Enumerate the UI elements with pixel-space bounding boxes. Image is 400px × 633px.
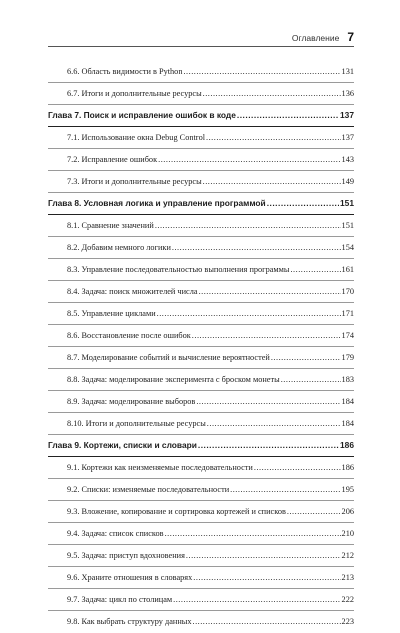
dot-leader [172, 242, 341, 253]
toc-section-entry [48, 281, 354, 303]
dot-leader [207, 418, 341, 429]
toc-section-entry [48, 325, 354, 347]
toc-section-entry [48, 303, 354, 325]
toc-section-entry [48, 347, 354, 369]
toc-entry-page: 186 [341, 463, 354, 472]
toc-section-entry [48, 171, 354, 193]
page-header [48, 30, 354, 52]
toc-entry-title: 7.3. Итоги и дополнительные ресурсы [67, 177, 202, 186]
toc-entry-page: 210 [341, 529, 354, 538]
toc-entry-page: 174 [341, 331, 354, 340]
toc-entry-line [48, 176, 354, 187]
toc-section-entry [48, 611, 354, 633]
toc-entry-page: 171 [341, 309, 354, 318]
toc-entry-title: 8.5. Управление циклами [67, 309, 156, 318]
dot-leader [183, 66, 340, 77]
toc-section-entry [48, 259, 354, 281]
dot-leader [196, 396, 340, 407]
toc-entry-page: 186 [340, 440, 354, 450]
toc-entry-line [48, 66, 354, 77]
dot-leader [237, 110, 339, 121]
toc-entry-line [48, 220, 354, 231]
toc-entry-title: 8.1. Сравнение значений [67, 221, 154, 230]
toc-entry-line [48, 396, 354, 407]
dot-leader [165, 528, 341, 539]
dot-leader [192, 330, 341, 341]
dot-leader [198, 440, 339, 451]
table-of-contents [48, 61, 354, 633]
dot-leader [254, 462, 341, 473]
dot-leader [287, 506, 341, 517]
toc-entry-line [48, 242, 354, 253]
dot-leader [230, 484, 340, 495]
toc-entry-title: 8.3. Управление последовательностью выполнения программы [67, 265, 290, 274]
toc-entry-title: 9.8. Как выбрать структуру данных [67, 617, 192, 626]
toc-entry-title: Глава 9. Кортежи, списки и словари [48, 440, 197, 450]
toc-entry-title: 8.7. Моделирование событий и вычисление вероятностей [67, 353, 270, 362]
toc-entry-page: 222 [341, 595, 354, 604]
toc-entry-page: 179 [341, 353, 354, 362]
toc-section-entry [48, 589, 354, 611]
toc-entry-title: 9.1. Кортежи как неизменяемые последовательности [67, 463, 253, 472]
toc-section-entry [48, 567, 354, 589]
toc-entry-title: 9.2. Списки: изменяемые последовательности [67, 485, 230, 494]
toc-section-entry [48, 237, 354, 259]
dot-leader [281, 374, 341, 385]
dot-leader [199, 286, 341, 297]
toc-section-entry [48, 127, 354, 149]
toc-entry-line [48, 594, 354, 605]
toc-entry-page: 151 [341, 221, 354, 230]
toc-entry-title: 8.8. Задача: моделирование эксперимента с броском монеты [67, 375, 280, 384]
toc-entry-line [48, 374, 354, 385]
toc-entry-line [48, 88, 354, 99]
toc-section-entry [48, 479, 354, 501]
toc-section-entry [48, 215, 354, 237]
toc-entry-title: 6.6. Область видимости в Python [67, 67, 183, 76]
toc-section-entry [48, 149, 354, 171]
toc-section-entry [48, 83, 354, 105]
toc-section-entry [48, 501, 354, 523]
dot-leader [206, 132, 341, 143]
toc-entry-title: 9.3. Вложение, копирование и сортировка кортежей и списков [67, 507, 286, 516]
header-rule [48, 46, 354, 47]
running-header-title: Оглавление [291, 33, 340, 43]
running-header [292, 30, 354, 44]
toc-entry-line [48, 418, 354, 429]
toc-entry-page: 137 [340, 110, 354, 120]
toc-entry-page: 131 [341, 67, 354, 76]
dot-leader [155, 220, 341, 231]
dot-leader [203, 176, 341, 187]
toc-section-entry [48, 523, 354, 545]
toc-entry-line [48, 506, 354, 517]
toc-entry-page: 170 [341, 287, 354, 296]
toc-entry-line [48, 330, 354, 341]
toc-entry-title: 9.5. Задача: приступ вдохновения [67, 551, 185, 560]
dot-leader [193, 572, 340, 583]
toc-entry-line [48, 484, 354, 495]
dot-leader [271, 352, 341, 363]
toc-entry-page: 184 [341, 397, 354, 406]
toc-entry-page: 195 [341, 485, 354, 494]
toc-chapter-entry [48, 193, 354, 215]
dot-leader [173, 594, 340, 605]
toc-entry-title: 6.7. Итоги и дополнительные ресурсы [67, 89, 202, 98]
toc-entry-title: 9.6. Храните отношения в словарях [67, 573, 193, 582]
toc-entry-title: 7.2. Исправление ошибок [67, 155, 158, 164]
toc-entry-page: 136 [341, 89, 354, 98]
toc-entry-page: 183 [341, 375, 354, 384]
toc-entry-title: 8.9. Задача: моделирование выборов [67, 397, 196, 406]
toc-entry-title: 7.1. Использование окна Debug Control [67, 133, 206, 142]
dot-leader [157, 308, 341, 319]
toc-section-entry [48, 457, 354, 479]
toc-entry-page: 137 [341, 133, 354, 142]
dot-leader [193, 616, 341, 627]
toc-section-entry [48, 369, 354, 391]
toc-entry-page: 213 [341, 573, 354, 582]
toc-entry-title: 9.7. Задача: цикл по столицам [67, 595, 173, 604]
toc-entry-page: 184 [341, 419, 354, 428]
toc-entry-page: 154 [341, 243, 354, 252]
toc-entry-page: 143 [341, 155, 354, 164]
toc-entry-title: Глава 7. Поиск и исправление ошибок в коде [48, 110, 236, 120]
toc-entry-line [48, 154, 354, 165]
toc-entry-page: 161 [341, 265, 354, 274]
toc-entry-page: 223 [341, 617, 354, 626]
toc-entry-line [48, 550, 354, 561]
toc-entry-page: 212 [341, 551, 354, 560]
dot-leader [290, 264, 340, 275]
toc-entry-title: 8.6. Восстановление после ошибок [67, 331, 191, 340]
toc-entry-title: 9.4. Задача: список списков [67, 529, 164, 538]
toc-entry-line [48, 110, 354, 121]
toc-entry-line [48, 352, 354, 363]
toc-entry-title: 8.4. Задача: поиск множителей числа [67, 287, 198, 296]
toc-entry-line [48, 528, 354, 539]
toc-entry-line [48, 440, 354, 451]
toc-section-entry [48, 61, 354, 83]
toc-entry-page: 151 [340, 198, 354, 208]
toc-entry-line [48, 462, 354, 473]
dot-leader [186, 550, 341, 561]
dot-leader [203, 88, 341, 99]
toc-entry-title: 8.10. Итоги и дополнительные ресурсы [67, 419, 206, 428]
toc-entry-page: 206 [341, 507, 354, 516]
page-number: 7 [347, 30, 354, 44]
dot-leader [158, 154, 340, 165]
toc-entry-line [48, 198, 354, 209]
toc-entry-line [48, 264, 354, 275]
toc-entry-title: Глава 8. Условная логика и управление программой [48, 198, 266, 208]
toc-entry-line [48, 132, 354, 143]
toc-entry-line [48, 286, 354, 297]
toc-entry-line [48, 616, 354, 627]
toc-entry-page: 149 [341, 177, 354, 186]
toc-section-entry [48, 391, 354, 413]
toc-chapter-entry [48, 435, 354, 457]
toc-entry-line [48, 572, 354, 583]
toc-section-entry [48, 413, 354, 435]
dot-leader [267, 198, 339, 209]
toc-entry-title: 8.2. Добавим немного логики [67, 243, 171, 252]
toc-entry-line [48, 308, 354, 319]
toc-chapter-entry [48, 105, 354, 127]
